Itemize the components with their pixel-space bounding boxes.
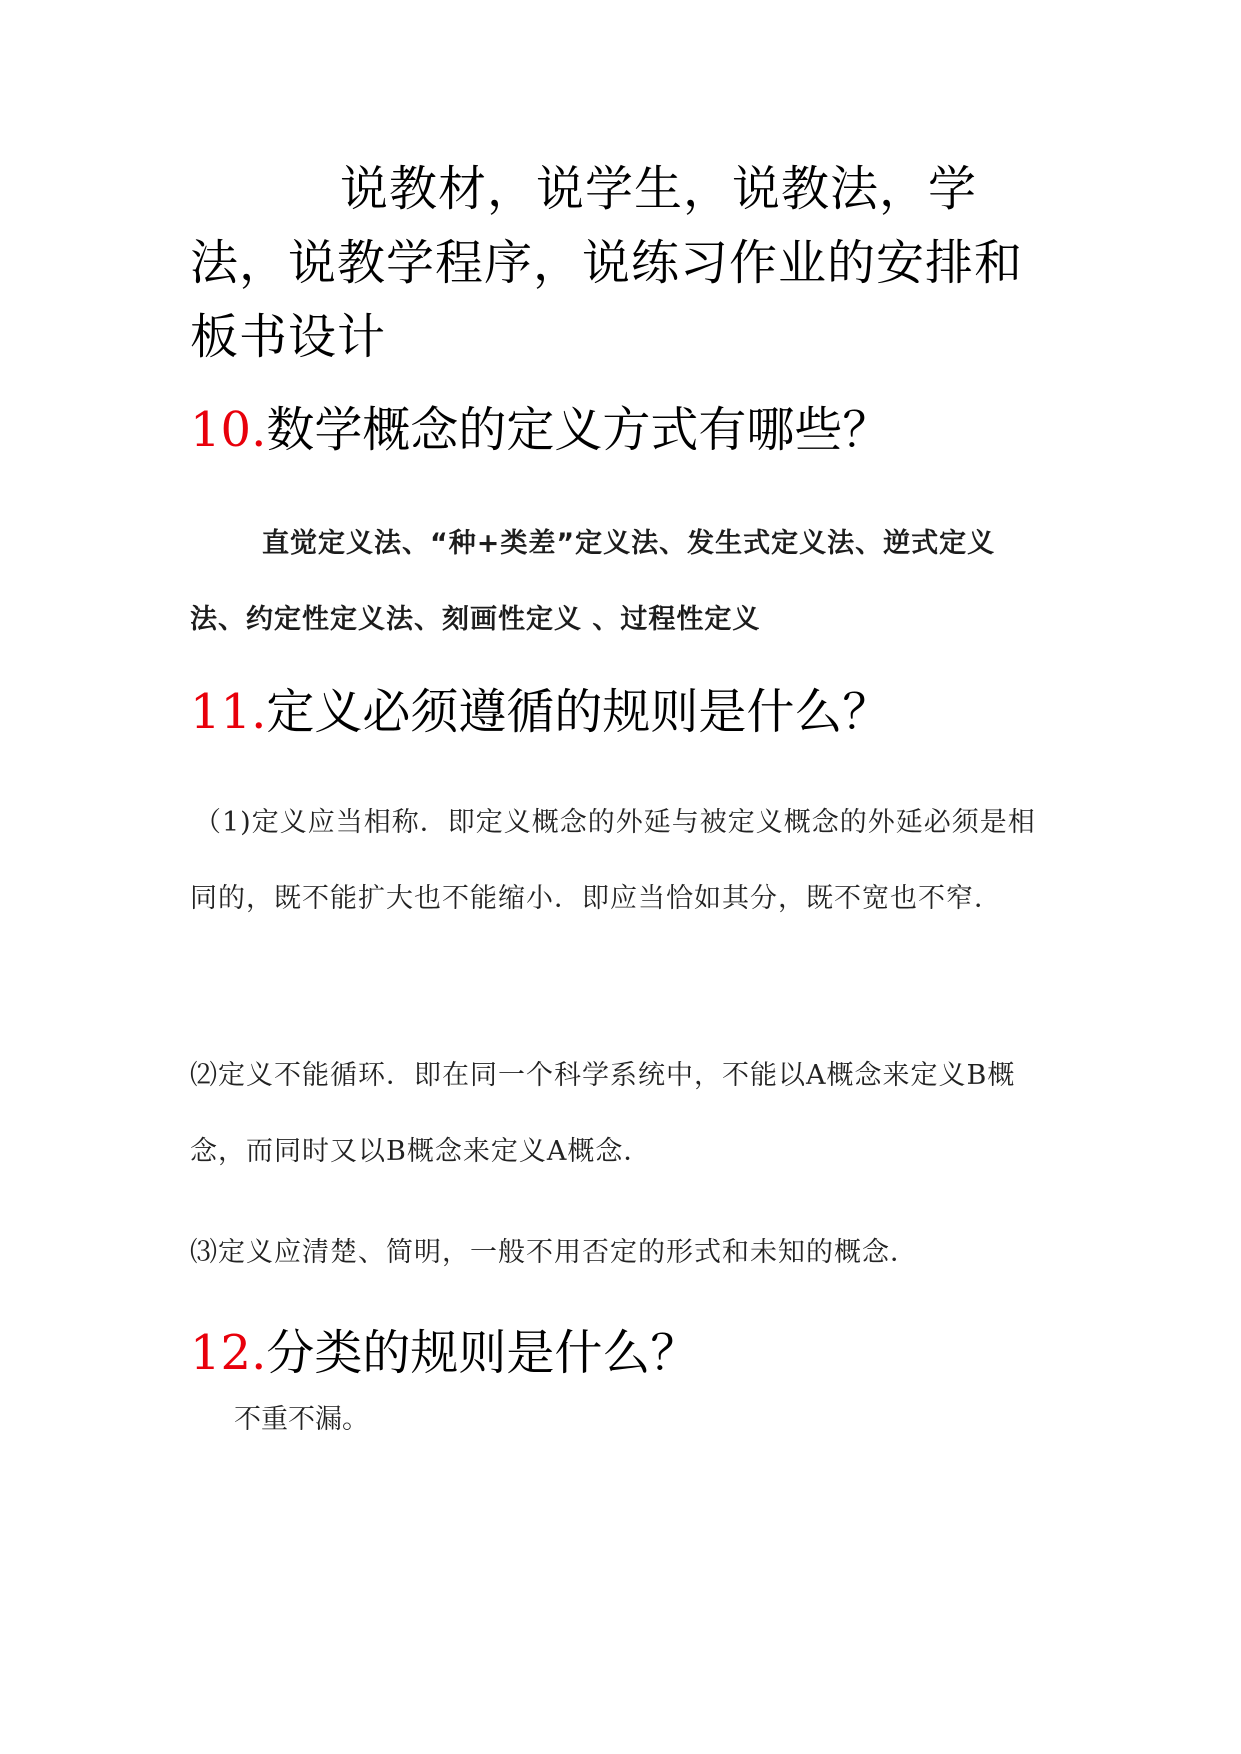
question-12-title: 分类的规则是什么？	[266, 1325, 699, 1381]
question-11-heading	[190, 682, 890, 742]
rule-2: ⑵定义不能循环．即在同一个科学系统中，不能以A概念来定义B概念，而同时又以B概念来定义A概念．	[190, 1060, 1016, 1167]
rule-1: （1)定义应当相称．即定义概念的外延与被定义概念的外延必须是相同的，既不能扩大也不能缩小．即应当恰如其分，既不宽也不窄．	[190, 807, 1036, 914]
question-10-title: 数学概念的定义方式有哪些？	[266, 402, 891, 458]
question-12-number: 12.	[190, 1325, 267, 1381]
rule-3: ⑶定义应清楚、简明，一般不用否定的形式和未知的概念．	[190, 1237, 918, 1268]
question-10-answer: 直觉定义法、“种+类差”定义法、发生式定义法、逆式定义法、约定性定义法、刻画性定义 、过程性定义	[190, 528, 996, 635]
question-10-heading	[190, 400, 890, 460]
question-11-number: 11.	[190, 684, 267, 740]
question-12-answer: 不重不漏。	[234, 1404, 369, 1435]
question-10-number: 10.	[190, 402, 267, 458]
intro-paragraph: 说教材，说学生，说教法，学法，说教学程序，说练习作业的安排和板书设计	[190, 161, 1024, 365]
question-12-heading	[190, 1323, 698, 1383]
question-11-title: 定义必须遵循的规则是什么？	[266, 684, 891, 740]
